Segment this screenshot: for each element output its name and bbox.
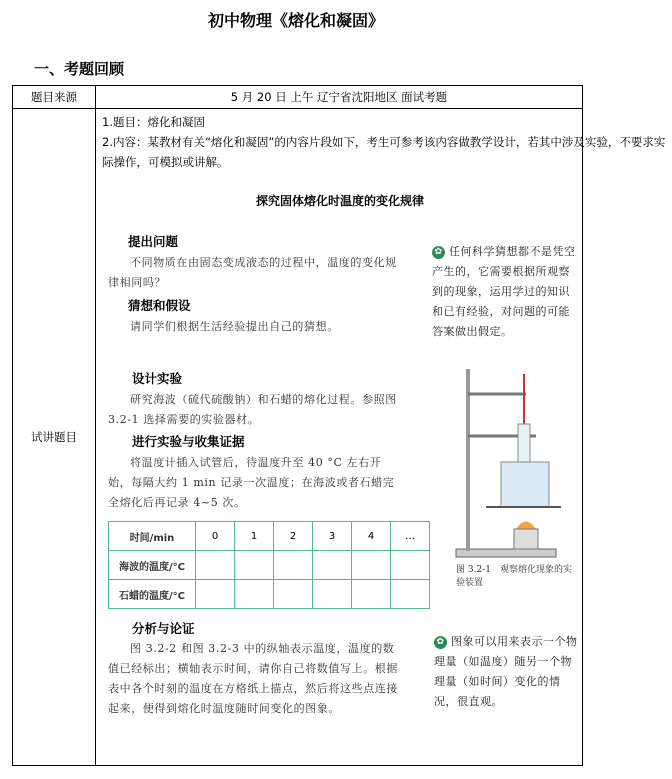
- header-col: 1: [235, 522, 274, 551]
- heading-hypothesis: 猜想和假设: [128, 298, 191, 313]
- table-row: [109, 551, 430, 580]
- figure-caption: 图 3.2-1 观察熔化现象的实验装置: [456, 565, 572, 588]
- table-cell: [235, 551, 274, 580]
- question-content: [96, 109, 666, 766]
- table-cell: [352, 580, 391, 609]
- sidebar-note-graph: [434, 632, 582, 712]
- table-cell: [313, 580, 352, 609]
- header-col: …: [391, 522, 430, 551]
- heading-design-experiment: 设计实验: [132, 371, 183, 386]
- header-col: 0: [196, 522, 235, 551]
- note-text: 图象可以用来表示一个物理量（如温度）随另一个物理量（如时间）变化的情况，很直观。: [434, 635, 578, 708]
- question-label: 试讲题目: [13, 109, 96, 766]
- stand-base: [456, 549, 556, 557]
- leaf-icon: ✿: [432, 246, 445, 259]
- table-cell: [391, 551, 430, 580]
- paragraph-hypothesis: 请同学们根据生活经验提出自己的猜想。: [130, 320, 339, 333]
- paragraph-propose-question: 不同物质在由固态变成液态的过程中，温度的变化规律相同吗？: [108, 256, 397, 289]
- paragraph-design-experiment: 研究海波（硫代硫酸钠）和石蜡的熔化过程。参照图 3.2-1 选择需要的实验器材。: [108, 393, 397, 426]
- note-text: 任何科学猜想都不是凭空产生的，它需要根据所观察到的现象，运用学过的知识和已有经验，对问题的可能答案做出假定。: [432, 245, 576, 338]
- row-label-hypo: 海波的温度/°C: [109, 551, 196, 580]
- beaker: [501, 462, 549, 507]
- heading-propose-question: 提出问题: [128, 234, 179, 249]
- table-cell: [235, 580, 274, 609]
- leaf-icon: ✿: [434, 636, 447, 649]
- question-row: [13, 109, 583, 766]
- table-cell: [274, 580, 313, 609]
- header-col: 4: [352, 522, 391, 551]
- header-col: 2: [274, 522, 313, 551]
- apparatus-illustration: [446, 364, 566, 564]
- heading-conduct-experiment: 进行实验与收集证据: [132, 434, 245, 449]
- textbook-excerpt: [96, 109, 582, 765]
- paragraph-analysis: 图 3.2-2 和图 3.2-3 中的纵轴表示温度，温度的数值已经标出；横轴表示时间，请你自己将数值写上。根据表中各个时刻的温度在方格纸上描点，然后将这些点连接起来，便得到熔化时温度随时间变化的图象。: [108, 642, 398, 715]
- document-title: 初中物理《熔化和凝固》: [207, 11, 384, 30]
- stand-rod: [466, 369, 470, 551]
- table-cell: [196, 580, 235, 609]
- intro-line-2: 2.内容：某教材有关“熔化和凝固”的内容片段如下，考生可参考该内容做教学设计，若其中涉及实验，不要求实际操作，可模拟或讲解。: [102, 135, 666, 169]
- alcohol-lamp: [514, 529, 538, 549]
- paragraph-conduct-experiment: 将温度计插入试管后，待温度升至 40 °C 左右开始，每隔大约 1 min 记录一次温度；在海波或者石蜡完全熔化后再记录 4~5 次。: [108, 456, 395, 509]
- table-cell: [313, 551, 352, 580]
- source-row: [13, 86, 583, 109]
- header-col: 3: [313, 522, 352, 551]
- sidebar-note-hypothesis: [432, 242, 580, 342]
- table-cell: [391, 580, 430, 609]
- textbook-title: 探究固体熔化时温度的变化规律: [256, 194, 425, 208]
- heading-analysis: 分析与论证: [132, 621, 195, 636]
- temperature-table: [108, 521, 430, 609]
- header-time: 时间/min: [109, 522, 196, 551]
- source-value: 5 月 20 日 上午 辽宁省沈阳地区 面试考题: [96, 86, 583, 109]
- exam-table: [12, 85, 666, 766]
- temperature-table-header: [109, 522, 430, 551]
- section-heading: 一、考题回顾: [34, 60, 125, 78]
- table-row: [109, 580, 430, 609]
- table-cell: [196, 551, 235, 580]
- row-label-paraffin: 石蜡的温度/°C: [109, 580, 196, 609]
- table-cell: [352, 551, 391, 580]
- flame-icon: [516, 522, 536, 530]
- source-label: 题目来源: [13, 86, 96, 109]
- table-cell: [274, 551, 313, 580]
- intro-line-1: 1.题目：熔化和凝固: [102, 115, 205, 129]
